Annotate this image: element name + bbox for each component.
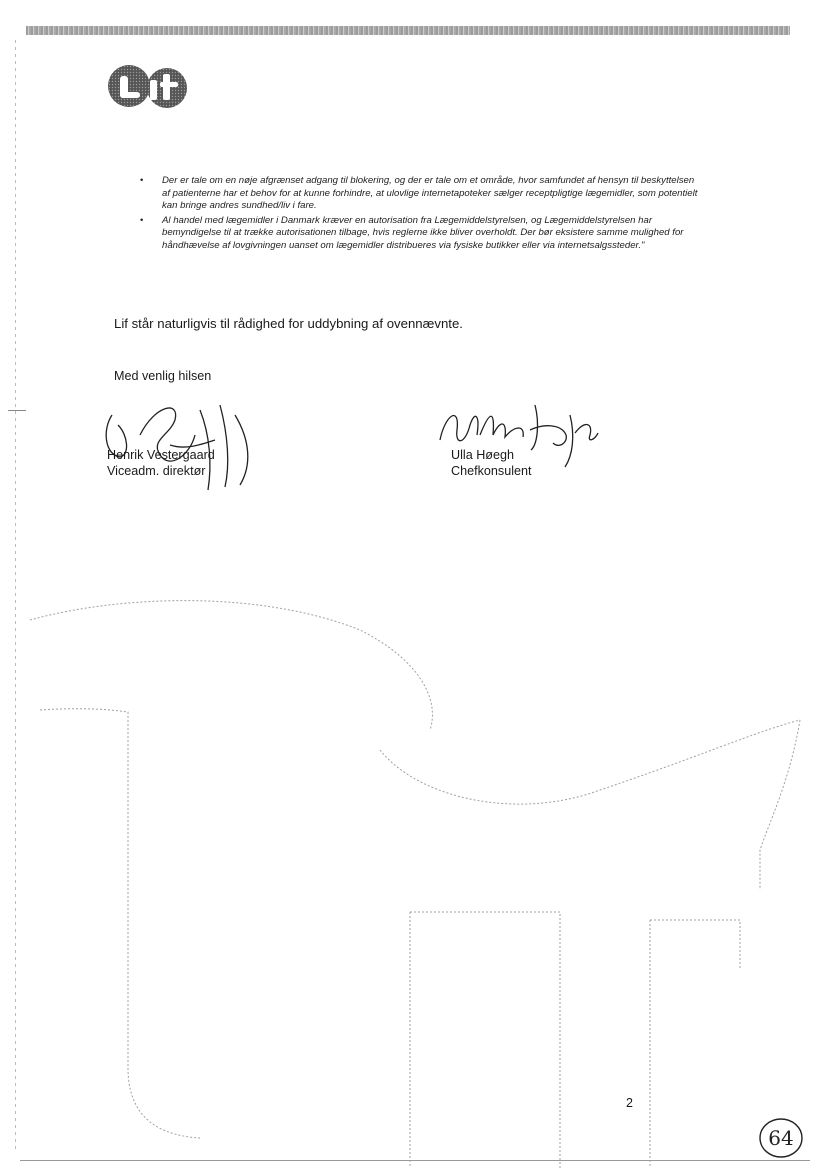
signatory-name: Henrik Vestergaard (107, 448, 215, 462)
greeting: Med venlig hilsen (114, 369, 212, 383)
bullet-text: Al handel med lægemidler i Danmark kræver en autorisation fra Lægemiddelstyrelsen, og Lægemiddelstyrelsen har bemyndigelse til at trække autorisationen tilbage, hvis reglerne ikke bliver overholdt. Der bør eksistere samme mulighed for håndhævelse af lovgivningen uanset om lægemidler distribueres via fysiske butikker eller via internetsalgssteder." (162, 214, 684, 251)
signatory-title: Chefkonsulent (451, 464, 532, 478)
lif-watermark (0, 590, 825, 1168)
signatory-henrik (107, 447, 215, 479)
handwritten-page-stamp (757, 1116, 805, 1160)
bullet-dot: • (140, 175, 144, 186)
signatory-name: Ulla Høegh (451, 448, 514, 462)
bullet-text: Der er tale om en nøje afgrænset adgang til blokering, og der er tale om et område, hvor samfundet af hensyn til beskyttelsen af patienterne har et behov for at kunne forhindre, at ulovlige internetapoteker sælger receptpligtige lægemidler, som potentielt kan bringe andres sundhed/liv i fare. (162, 175, 698, 212)
bullet-list (140, 175, 700, 255)
lif-logo (105, 62, 193, 110)
bullet-item (140, 175, 700, 213)
margin-mark (8, 410, 26, 411)
page-number: 2 (626, 1096, 633, 1110)
bullet-dot: • (140, 214, 144, 226)
signature-henrik (100, 395, 265, 495)
closing-paragraph: Lif står naturligvis til rådighed for uddybning af ovennævnte. (114, 316, 463, 331)
signatory-title: Viceadm. direktør (107, 464, 206, 478)
bullet-item (140, 215, 700, 253)
signatory-ulla (451, 447, 532, 479)
stamp-number: 64 (768, 1126, 794, 1150)
fax-header-bar (26, 26, 790, 35)
